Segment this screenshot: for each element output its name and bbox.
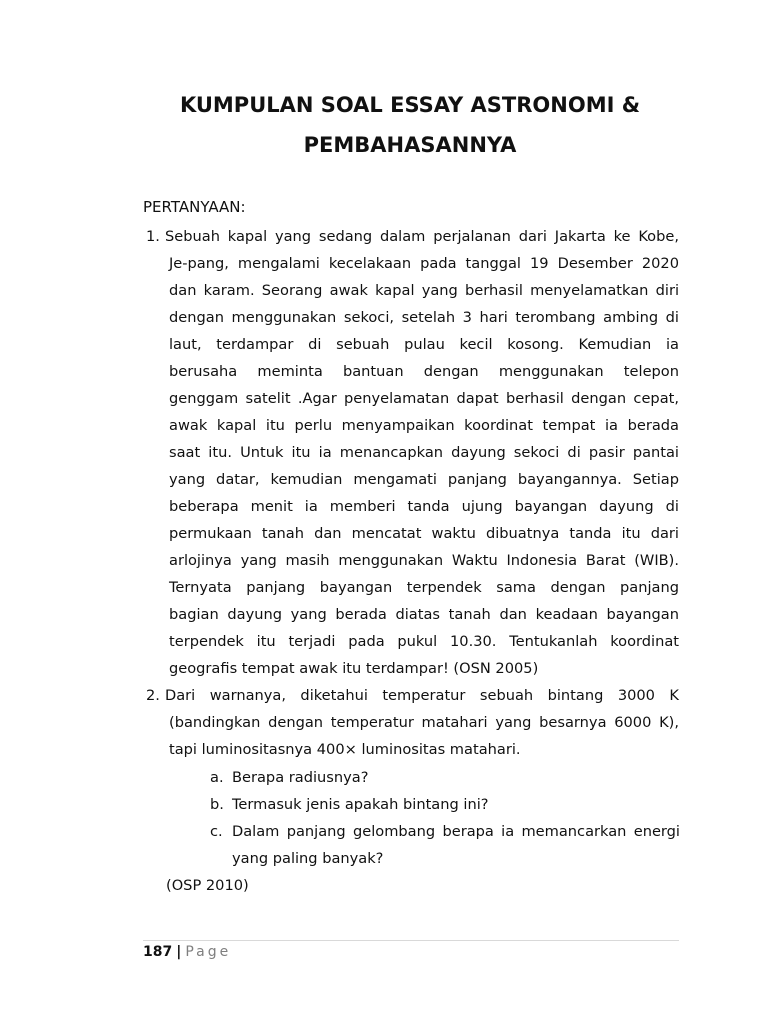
question-1 [143,223,679,682]
question-line: Ternyata panjang bayangan terpendek sama dengan panjang [169,579,679,596]
question-line: saat itu. Untuk itu ia menancapkan dayung sekoci di pasir pantai [169,444,679,461]
footer-separator: | [176,944,182,960]
question-line: permukaan tanah dan mencatat waktu dibuatnya tanda itu dari [169,525,679,542]
sub-item-line: Berapa radiusnya? [232,769,369,786]
question-2 [143,682,679,763]
sub-item-text [232,791,680,818]
question-line: dengan menggunakan sekoci, setelah 3 hari terombang ambing di [169,309,679,326]
question-line: tapi luminositasnya 400× luminositas matahari. [169,741,521,758]
sub-item-a [210,764,680,791]
question-number: 2. [146,687,160,704]
section-label: PERTANYAAN: [143,198,246,216]
sub-item-line: Termasuk jenis apakah bintang ini? [232,796,489,813]
page-word: Page [185,944,232,960]
sub-item-text [232,818,680,872]
question-line: Je-pang, mengalami kecelakaan pada tanggal 19 Desember 2020 [169,255,679,272]
question-line: genggam satelit .Agar penyelamatan dapat berhasil dengan cepat, [169,390,679,407]
footer-divider [143,940,679,941]
question-line: laut, terdampar di sebuah pulau kecil kosong. Kemudian ia [169,336,679,353]
sub-item-b [210,791,680,818]
sub-item-c [210,818,680,872]
question-line: bagian dayung yang berada diatas tanah dan keadaan bayangan [169,606,679,623]
question-line: awak kapal itu perlu menyampaikan koordinat tempat ia berada [169,417,679,434]
sub-item-line: yang paling banyak? [232,850,384,867]
question-line: dan karam. Seorang awak kapal yang berhasil menyelamatkan diri [169,282,679,299]
page-footer [143,942,231,962]
page-number: 187 [143,944,173,960]
sub-item-letter: a. [210,769,224,786]
question-line: Sebuah kapal yang sedang dalam perjalanan dari Jakarta ke Kobe, [165,228,679,245]
question-line: yang datar, kemudian mengamati panjang bayangannya. Setiap [169,471,679,488]
sub-item-letter: b. [210,796,224,813]
sub-item-line: Dalam panjang gelombang berapa ia memancarkan energi [232,823,680,840]
question-line: berusaha meminta bantuan dengan menggunakan telepon [169,363,679,380]
sub-item-text [232,764,680,791]
question-source: (OSP 2010) [166,877,249,894]
question-body [165,223,679,682]
question-line: beberapa menit ia memberi tanda ujung bayangan dayung di [169,498,679,515]
question-body [165,682,679,763]
document-title-line-2: PEMBAHASANNYA [303,133,517,157]
question-number: 1. [146,228,160,245]
question-line: Dari warnanya, diketahui temperatur sebuah bintang 3000 K [165,687,679,704]
sub-item-letter: c. [210,823,223,840]
question-line: arlojinya yang masih menggunakan Waktu Indonesia Barat (WIB). [169,552,679,569]
question-line: (bandingkan dengan temperatur matahari yang besarnya 6000 K), [169,714,679,731]
question-line: terpendek itu terjadi pada pukul 10.30. Tentukanlah koordinat [169,633,679,650]
question-line: geografis tempat awak itu terdampar! (OSN 2005) [169,660,539,677]
document-title-line-1: KUMPULAN SOAL ESSAY ASTRONOMI & [179,93,641,117]
